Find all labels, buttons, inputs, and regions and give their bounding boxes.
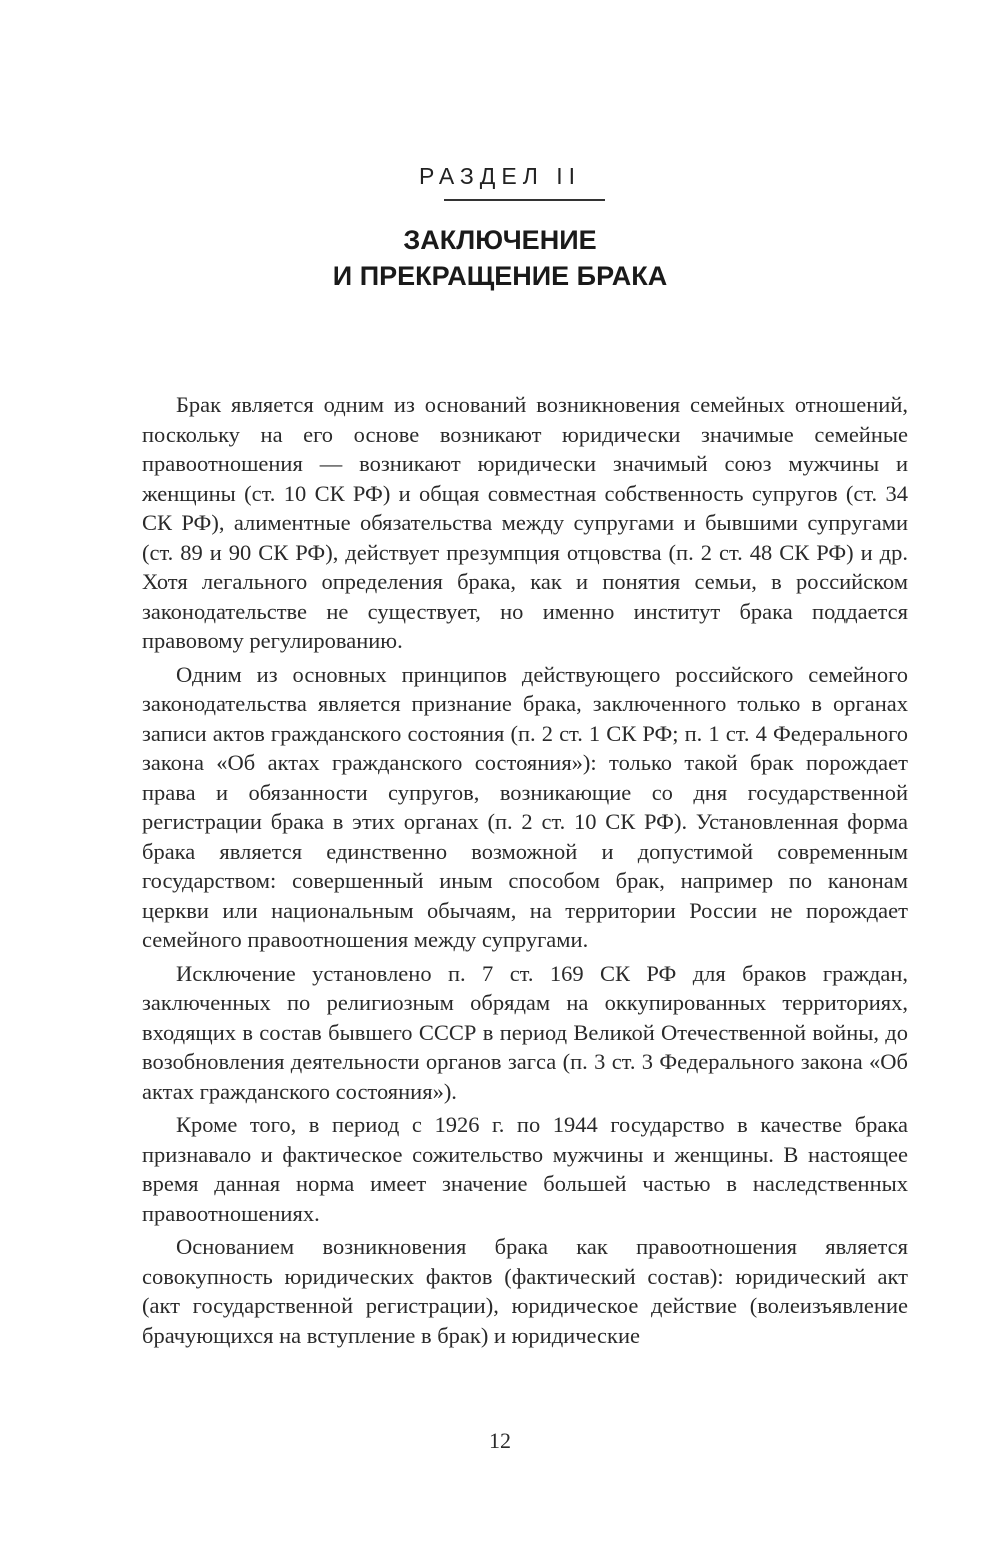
section-rule	[444, 199, 605, 201]
chapter-title-line-1: ЗАКЛЮЧЕНИЕ	[403, 225, 597, 255]
chapter-title	[0, 222, 1000, 294]
paragraph: Брак является одним из оснований возникновения семейных отношений, поскольку на его основе возникают юридически значимые семейные правоотношения — возникают юридически значимый союз мужчины и женщины (ст. 10 СК РФ) и общая совместная собственность супругов (ст. 34 СК РФ), алиментные обязательства между супругами и бывшими супругами (ст. 89 и 90 СК РФ), действует презумпция отцовства (п. 2 ст. 48 СК РФ) и др. Хотя легального определения брака, как и понятия семьи, в российском законодательстве не существует, но именно институт брака поддается правовому регулированию.	[142, 392, 908, 653]
paragraph: Исключение установлено п. 7 ст. 169 СК РФ для браков граждан, заключенных по религиозным обрядам на оккупированных территориях, входящих в состав бывшего СССР в период Великой Отечественной войны, до возобновления деятельности органов загса (п. 3 ст. 3 Федерального закона «Об актах гражданского состояния»).	[142, 960, 908, 1104]
page-number: 12	[489, 1428, 511, 1453]
paragraph: Кроме того, в период с 1926 г. по 1944 государство в качестве брака признавало и фактическое сожительство мужчины и женщины. В настоящее время данная норма имеет значение большей частью в наследственных правоотношениях.	[142, 1112, 908, 1226]
paragraph: Одним из основных принципов действующего российского семейного законодательства является признание брака, заключенного только в органах записи актов гражданского состояния (п. 2 ст. 1 СК РФ; п. 1 ст. 4 Федерального закона «Об актах гражданского состояния»): только такой брак порождает права и обязанности супругов, возникающие со дня государственной регистрации брака в этих органах (п. 2 ст. 10 СК РФ). Установленная форма брака является единственно возможной и допустимой современным государством: совершенный иным способом брак, например по канонам церкви или национальным обычаям, на территории России не порождает семейного правоотношения между супругами.	[142, 661, 908, 952]
body-text	[142, 390, 908, 1354]
paragraph: Основанием возникновения брака как правоотношения является совокупность юридических фактов (фактический состав): юридический акт (акт государственной регистрации), юридическое действие (волеизъявление брачующихся на вступление в брак) и юридические	[142, 1234, 908, 1348]
section-label: РАЗДЕЛ II	[419, 163, 581, 189]
chapter-title-line-2: И ПРЕКРАЩЕНИЕ БРАКА	[332, 261, 668, 291]
